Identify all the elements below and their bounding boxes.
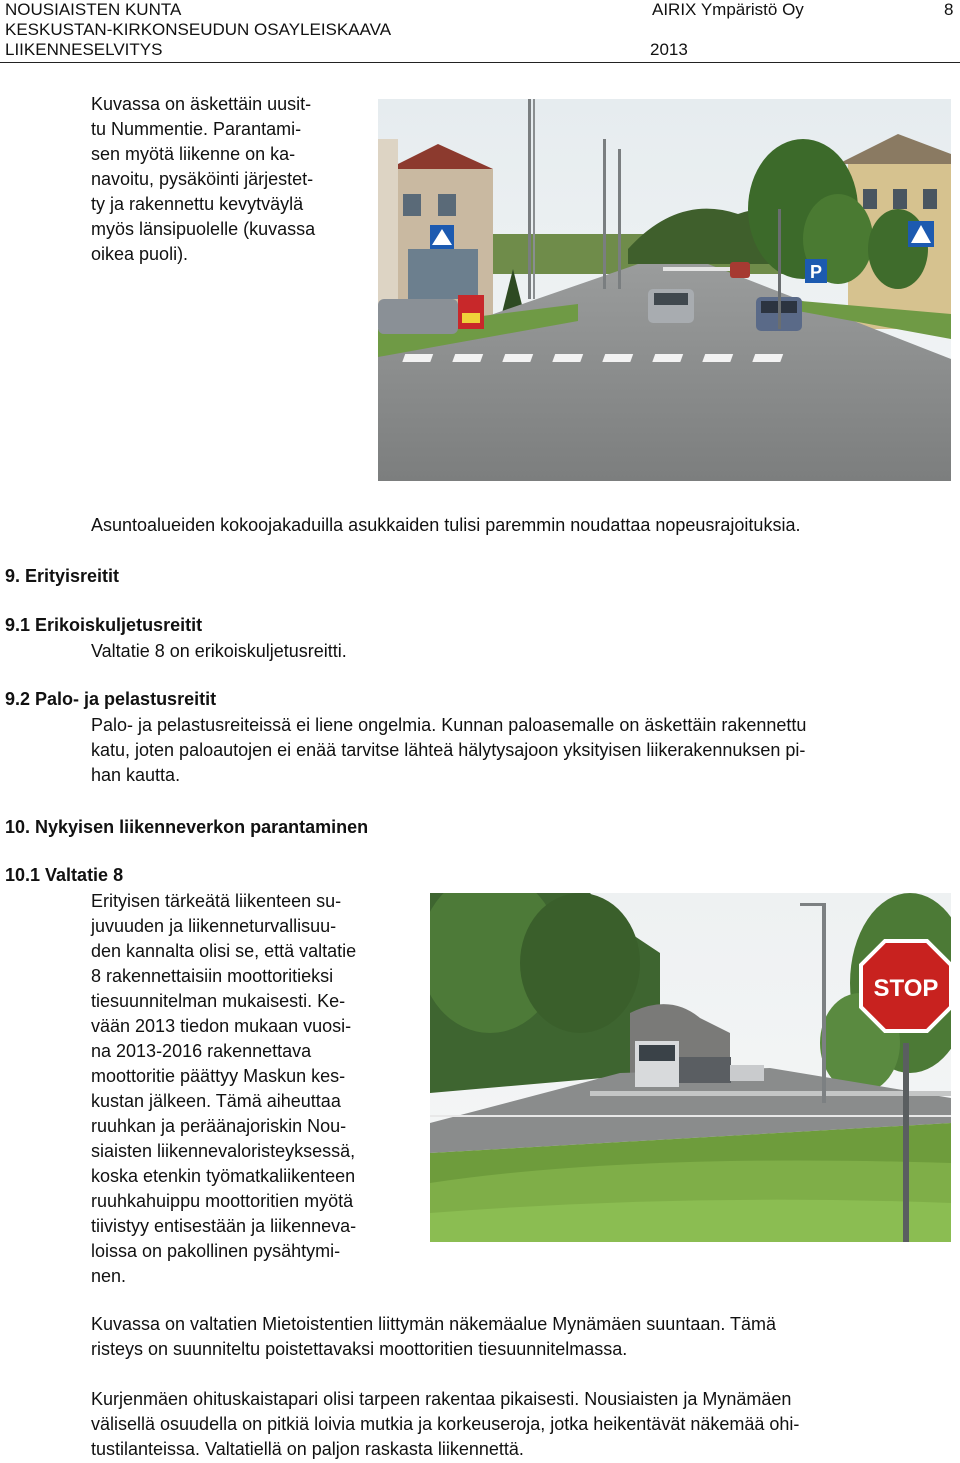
caption-line: ty ja rakennettu kevytväylä <box>91 194 304 214</box>
stop-sign-text: STOP <box>873 975 939 1002</box>
paragraph-line: ruuhkan ja peräänajoriskin Nou- <box>91 1116 347 1136</box>
highway-photo <box>430 893 951 1242</box>
section-10-heading: 10. Nykyisen liikenneverkon parantaminen <box>5 817 369 837</box>
paragraph-line: juvuuden ja liikenneturvallisuu- <box>91 916 337 936</box>
paragraph-line: moottoritie päättyy Maskun kes- <box>91 1066 346 1086</box>
section-9-heading: 9. Erityisreitit <box>5 566 120 586</box>
caption-line: Kuvassa on äskettäin uusit- <box>91 94 312 114</box>
paragraph-line: katu, joten paloautojen ei enää tarvitse lähteä hälytysajoon yksityisen liikerakennuksen pi- <box>91 740 806 760</box>
photo1-caption <box>91 92 363 267</box>
street-photo <box>378 99 951 481</box>
paragraph-line: ruuhkahuippu moottoritien myötä <box>91 1191 354 1211</box>
header-company: AIRIX Ympäristö Oy <box>652 0 804 19</box>
paragraph-line: Kuvassa on valtatien Mietoistentien liittymän näkemäalue Mynämäen suuntaan. Tämä <box>91 1314 777 1334</box>
paragraph-line: Palo- ja pelastusreiteissä ei liene ongelmia. Kunnan paloasemalle on äskettäin rakennettu <box>91 715 807 735</box>
paragraph-line: vään 2013 tiedon mukaan vuosi- <box>91 1016 352 1036</box>
page-number: 8 <box>944 0 954 19</box>
paragraph-line: loissa on pakollinen pysähtymi- <box>91 1241 341 1261</box>
header-year: 2013 <box>650 40 688 59</box>
paragraph-line: tiivistyy entisestään ja liikenneva- <box>91 1216 357 1236</box>
overtaking-lane-paragraph <box>91 1387 951 1462</box>
caption-line: myös länsipuolelle (kuvassa <box>91 219 316 239</box>
caption-line: navoitu, pysäköinti järjestet- <box>91 169 314 189</box>
paragraph-line: na 2013-2016 rakennettava <box>91 1041 312 1061</box>
paragraph-line: tiesuunnitelman mukaisesti. Ke- <box>91 991 346 1011</box>
section-9-2-text <box>91 713 951 788</box>
paragraph-line: välisellä osuudella on pitkiä loivia mutkia ja korkeuseroja, jotka heikentävät näkemää ohi- <box>91 1414 800 1434</box>
parking-sign-letter: P <box>809 262 823 282</box>
paragraph-line: Erityisen tärkeätä liikenteen su- <box>91 891 342 911</box>
header-report-title: LIIKENNESELVITYS <box>5 40 163 59</box>
note-text: Asuntoalueiden kokoojakaduilla asukkaiden tulisi paremmin noudattaa nopeusrajoituksia. <box>91 515 801 535</box>
paragraph-line: han kautta. <box>91 765 181 785</box>
paragraph-line: Kurjenmäen ohituskaistapari olisi tarpeen rakentaa pikaisesti. Nousiaisten ja Mynämäen <box>91 1389 792 1409</box>
paragraph-line: risteys on suunniteltu poistettavaksi moottoritien tiesuunnitelmassa. <box>91 1339 628 1359</box>
paragraph-line: siaisten liikennevaloristeyksessä, <box>91 1141 356 1161</box>
paragraph-line: tustilanteissa. Valtatiellä on paljon raskasta liikennettä. <box>91 1439 524 1459</box>
photo2-description <box>91 1312 951 1362</box>
section-10-1-text <box>91 889 411 1289</box>
caption-line: tu Nummentie. Parantami- <box>91 119 302 139</box>
section-9-1-heading: 9.1 Erikoiskuljetusreitit <box>5 615 203 635</box>
section-9-2-heading: 9.2 Palo- ja pelastusreitit <box>5 689 217 709</box>
paragraph-line: koska etenkin työmatkaliikenteen <box>91 1166 356 1186</box>
header-plan-title: KESKUSTAN-KIRKONSEUDUN OSAYLEISKAAVA <box>5 20 392 39</box>
caption-line: oikea puoli). <box>91 244 189 264</box>
caption-line: sen myötä liikenne on ka- <box>91 144 296 164</box>
header-rule <box>0 62 960 63</box>
section-9-1-text: Valtatie 8 on erikoiskuljetusreitti. <box>91 641 347 661</box>
paragraph-line: den kannalta olisi se, että valtatie <box>91 941 357 961</box>
paragraph-line: kustan jälkeen. Tämä aiheuttaa <box>91 1091 341 1111</box>
paragraph-line: 8 rakennettaisiin moottoritieksi <box>91 966 334 986</box>
section-10-1-heading: 10.1 Valtatie 8 <box>5 865 124 885</box>
header-org: NOUSIAISTEN KUNTA <box>5 0 182 19</box>
paragraph-line: nen. <box>91 1266 127 1286</box>
